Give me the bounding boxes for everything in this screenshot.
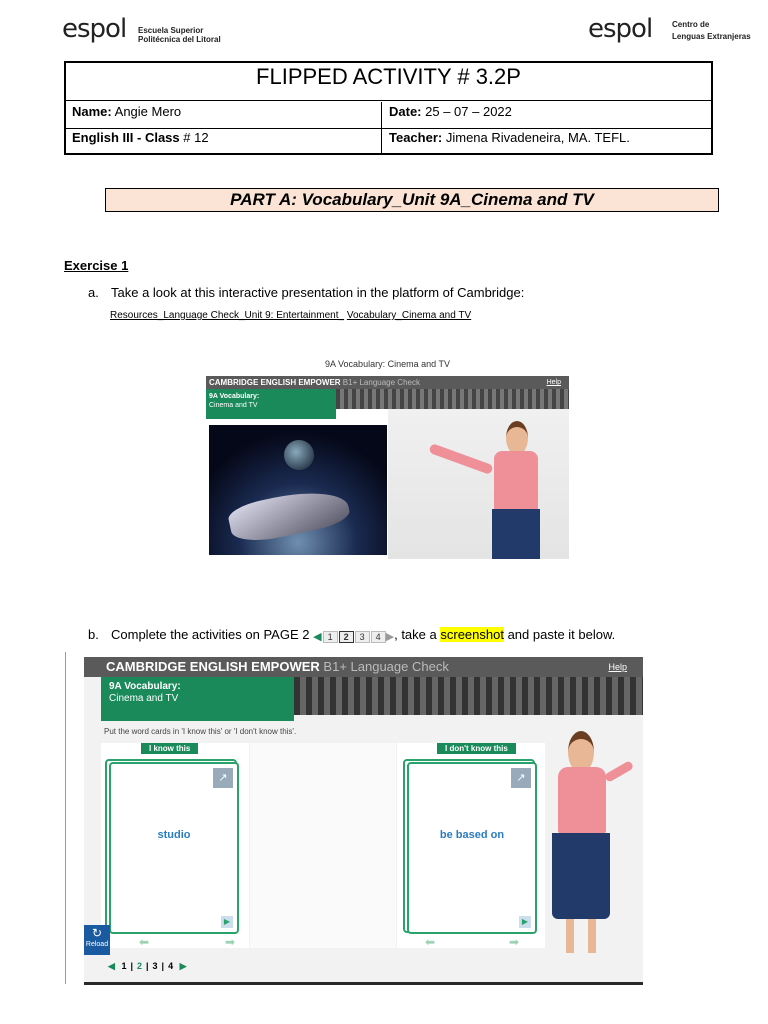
- logo-left-sub-line: Politécnica del Litoral: [138, 35, 221, 44]
- logo-right-sub-line: Lenguas Extranjeras: [672, 32, 751, 41]
- cambridge-bar: [206, 376, 569, 389]
- level-name: B1+ Language Check: [323, 659, 449, 674]
- teacher-cell: [383, 128, 711, 154]
- item-b-text: Complete the activities on PAGE 2: [111, 627, 310, 642]
- reload-label: Reload: [85, 941, 109, 948]
- unit-subtitle: Cinema and TV: [109, 693, 179, 704]
- name-label: Name:: [72, 104, 112, 119]
- espol-logo-right: [588, 14, 652, 44]
- instruction-text: Put the word cards in 'I know this' or 'I don't know this'.: [104, 727, 297, 736]
- help-link[interactable]: Help: [546, 379, 561, 386]
- pager-next-icon: ▶: [385, 631, 395, 644]
- table-row: [66, 100, 711, 129]
- unit-title-box: [206, 389, 336, 419]
- decorative-strip: [336, 389, 569, 409]
- play-icon[interactable]: ▶: [221, 916, 233, 928]
- table-row: [66, 128, 711, 153]
- word-card-text: studio: [157, 829, 191, 841]
- name-cell: [66, 102, 382, 128]
- card-pool-area: [250, 743, 396, 948]
- word-card-text: be based on: [439, 829, 505, 841]
- level-name: B1+ Language Check: [342, 378, 420, 387]
- arrow-left-icon[interactable]: ⬅: [139, 935, 150, 949]
- brand-name: CAMBRIDGE ENGLISH EMPOWER: [209, 378, 341, 387]
- margin-line: [65, 652, 66, 984]
- reload-icon: ↻: [91, 926, 103, 940]
- resource-link[interactable]: Resources_Language Check_Unit 9: Entertainment_: [110, 310, 345, 321]
- course-cell: [66, 128, 382, 153]
- date-label: Date:: [389, 104, 422, 119]
- logo-left-sub-line: Escuela Superior: [138, 26, 204, 35]
- arrow-right-icon[interactable]: ➡: [509, 935, 520, 949]
- pager-prev-icon: ◀: [313, 631, 322, 644]
- item-b-marker: b.: [88, 627, 99, 642]
- course-value: # 12: [183, 130, 209, 145]
- logo-left-subtitle: [138, 26, 221, 44]
- planet-icon: [284, 440, 314, 470]
- dont-know-zone[interactable]: [397, 743, 545, 948]
- arrow-right-icon[interactable]: ➡: [225, 935, 236, 949]
- activity-screenshot: [84, 657, 643, 985]
- item-b-text: and paste it below.: [507, 627, 616, 642]
- unit-title: 9A Vocabulary:: [209, 393, 260, 400]
- pager-page[interactable]: 3: [152, 961, 158, 971]
- decorative-strip: [294, 677, 643, 715]
- presenter-panel: [388, 409, 569, 559]
- spaceship-icon: [226, 483, 352, 547]
- presenter-arm-icon: [604, 760, 634, 783]
- expand-icon[interactable]: ↗: [213, 768, 233, 788]
- presenter-head-icon: [506, 421, 528, 455]
- pager-next-icon[interactable]: ▶: [179, 961, 187, 971]
- arrow-left-icon[interactable]: ⬅: [425, 935, 436, 949]
- word-card[interactable]: [407, 762, 537, 934]
- bottom-pager: ◀ 1 | 2 | 3 | 4 ▶: [108, 961, 187, 971]
- screenshot-highlight: screenshot: [440, 627, 504, 642]
- activity-header-table: [64, 61, 713, 155]
- teacher-value: Jimena Rivadeneira, MA. TEFL.: [445, 130, 630, 145]
- pager-page[interactable]: 1: [121, 961, 127, 971]
- presentation-screenshot: [206, 357, 569, 559]
- play-icon[interactable]: ▶: [519, 916, 531, 928]
- date-cell: [383, 102, 711, 128]
- screenshot-caption: 9A Vocabulary: Cinema and TV: [325, 359, 450, 369]
- item-b-line: [111, 627, 615, 643]
- part-a-heading: PART A: Vocabulary_Unit 9A_Cinema and TV: [105, 188, 719, 212]
- presenter-shirt-icon: [494, 451, 538, 511]
- exercise-heading: Exercise 1: [64, 258, 129, 273]
- logo-wordmark: espol: [62, 14, 127, 44]
- resource-links: [110, 310, 471, 321]
- presenter-shirt-icon: [558, 767, 606, 833]
- presenter-leg-icon: [588, 919, 596, 953]
- dont-know-label: I don't know this: [437, 743, 516, 754]
- vocabulary-link[interactable]: Vocabulary_Cinema and TV: [346, 310, 472, 321]
- spaceship-image: [209, 425, 387, 555]
- reload-button[interactable]: [84, 925, 110, 955]
- presenter-arm-icon: [428, 443, 493, 475]
- pager-page: 3: [355, 631, 370, 643]
- activity-title: FLIPPED ACTIVITY # 3.2P: [66, 63, 711, 101]
- logo-right-sub-line: Centro de: [672, 20, 710, 29]
- inline-pager: [313, 628, 394, 643]
- help-link[interactable]: Help: [608, 662, 627, 672]
- brand-name: CAMBRIDGE ENGLISH EMPOWER: [106, 659, 320, 674]
- presenter-skirt-icon: [552, 833, 610, 919]
- logo-right-subtitle: [672, 20, 751, 41]
- presenter-leg-icon: [566, 919, 574, 953]
- item-b-text: , take a: [394, 627, 437, 642]
- name-value: Angie Mero: [114, 104, 182, 119]
- presenter-skirt-icon: [492, 509, 540, 559]
- logo-wordmark: espol: [588, 14, 653, 44]
- teacher-label: Teacher:: [389, 130, 443, 145]
- item-a-text: Take a look at this interactive presentation in the platform of Cambridge:: [111, 285, 525, 300]
- pager-page: 4: [371, 631, 386, 643]
- pager-page[interactable]: 4: [168, 961, 174, 971]
- course-label: English III - Class: [72, 130, 180, 145]
- unit-title-box: [101, 677, 294, 721]
- pager-page: 1: [323, 631, 338, 643]
- know-this-label: I know this: [141, 743, 198, 754]
- unit-title: 9A Vocabulary:: [109, 681, 181, 692]
- date-value: 25 – 07 – 2022: [425, 104, 512, 119]
- espol-logo-left: [62, 14, 126, 44]
- word-card[interactable]: [109, 762, 239, 934]
- expand-icon[interactable]: ↗: [511, 768, 531, 788]
- item-a-marker: a.: [88, 285, 99, 300]
- know-this-zone[interactable]: [101, 743, 249, 948]
- pager-prev-icon[interactable]: ◀: [108, 961, 115, 971]
- unit-subtitle: Cinema and TV: [209, 402, 258, 409]
- cambridge-bar: [84, 657, 643, 677]
- pager-page-current: 2: [339, 631, 354, 643]
- presenter-figure: [546, 727, 643, 957]
- pager-page-current[interactable]: 2: [136, 961, 142, 971]
